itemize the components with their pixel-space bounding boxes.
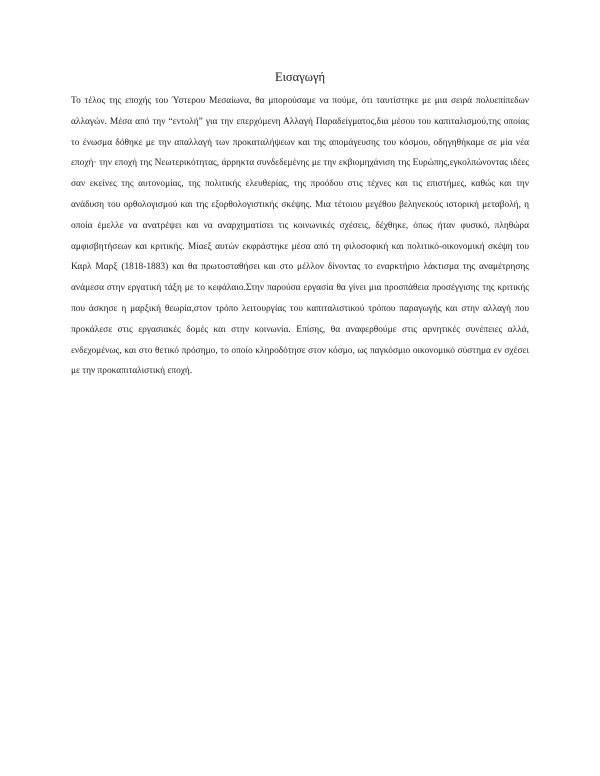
page-title: Εισαγωγή (274, 70, 326, 84)
body-paragraph: Το τέλος της εποχής του Ύστερου Μεσαίωνα, θα μπορούσαμε να πούμε, ότι ταυτίστηκε με μια σειρά πολυεπίπεδων αλλαγών. Μέσα από την “εντολή” για την επερχόμενη Αλλαγή Παραδείγματος,δια μέσου του καπιταλισμού,της οποίας το ένωσμα δόθηκε με την απαλλαγή των προκαταλήψεων και της απομάγευσης του κόσμου, οδηγηθήκαμε σε μία νέα εποχή· την εποχή της Νεωτερικότητας, άρρηκτα συνδεδεμένης με την εκβιομηχάνιση της Ευρώπης,εγκολπώνοντας ιδέες σαν εκείνες της αυτονομίας, της πολιτικής ελευθερίας, της προόδου στις τέχνες και τις επιστήμες, καθώς και την ανάδυση του ορθολογισμού και της εξορθολογιστικής σκέψης. Μια τέτοιου μεγέθου βεληνεκούς ιστορική μεταβολή, η οποία έμελλε να ανατρέψει και να αναρχηματίσει τις κοινωνικές σχέσεις, δέχθηκε, όπως ήταν φυσικό, πληθώρα αμφισβητήσεων και κριτικής. Μίαεξ αυτών εκφράστηκε μέσα από τη φιλοσοφική και πολιτικό-οικονομική σκέψη του Καρλ Μαρξ (1818-1883) και θα πρωτοσταθήσει και στο μέλλον δίνοντας το εναρκτήριο λάκτισμα της αναμέτρησης ανάμεσα στην εργατική τάξη με το κεφάλαιο.Στην παρούσα εργασία θα γίνει μια προσπάθεια προσέγγισης της κριτικής που άσκησε η μαρξική θεωρία,στον τρόπο λειτουργίας του καπιταλιστικού τρόπου παραγωγής και στην αλλαγή που προκάλεσε στις εργασιακές δομές και στην κοινωνία. Επίσης, θα αναφερθούμε στις αρνητικές συνέπειες αλλά, ενδεχομένως, και στο θετικό πρόσημο, το οποίο κληροδότησε στον κόσμο, ως παγκόσμιο οικονομικό σύστημα εν σχέσει με την προκαπιταλιστική εποχή. (71, 96, 529, 377)
